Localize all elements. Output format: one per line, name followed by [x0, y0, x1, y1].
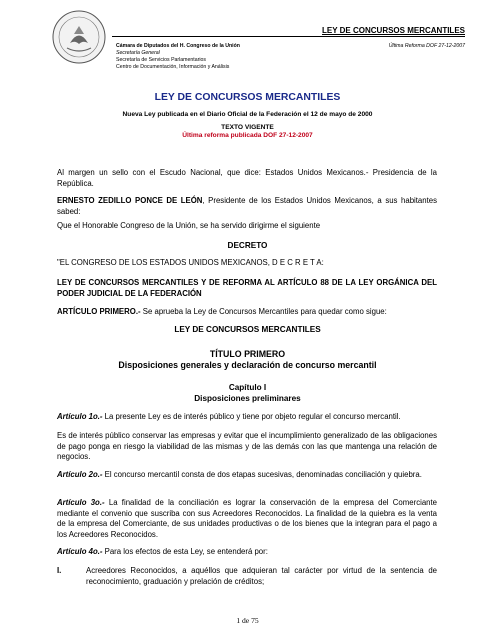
chamber-name: Cámara de Diputados del H. Congreso de la Unión	[116, 43, 240, 49]
centro-documentacion: Centro de Documentación, Información y Análisis	[116, 64, 230, 70]
secretaria-general: Secretaría General	[116, 50, 160, 56]
capitulo-subtitle: Disposiciones preliminares	[194, 394, 301, 403]
articulo-2-text: El concurso mercantil consta de dos etapas sucesivas, denominadas conciliación y quiebra.	[102, 470, 422, 479]
running-header-title: LEY DE CONCURSOS MERCANTILES	[322, 26, 465, 35]
paragraph-interes-publico: Es de interés público conservar las empresas y evitar que el incumplimiento generalizado de las obligaciones de pago ponga en riesgo la viabilidad de las mismas y de las demás con las que mantenga una relación de negocios.	[57, 431, 437, 461]
ultima-reforma: Última reforma publicada DOF 27-12-2007	[182, 132, 313, 139]
page-number: 1 de 75	[236, 616, 259, 625]
paragraph-sello: Al margen un sello con el Escudo Nacional, que dice: Estados Unidos Mexicanos.- Presidencia de la República.	[57, 168, 437, 188]
paragraph-congreso: Que el Honorable Congreso de la Unión, se ha servido dirigirme el siguiente	[57, 221, 321, 230]
paragraph-decreta: "EL CONGRESO DE LOS ESTADOS UNIDOS MEXICANOS, D E C R E T A:	[57, 258, 324, 267]
articulo-primero-label: ARTÍCULO PRIMERO.-	[57, 307, 141, 316]
publication-note: Nueva Ley publicada en el Diario Oficial de la Federación el 12 de mayo de 2000	[122, 111, 373, 118]
articulo-2	[57, 470, 437, 481]
secretaria-servicios: Secretaría de Servicios Parlamentarios	[116, 57, 206, 63]
header-rule	[112, 36, 465, 37]
articulo-4-label: Artículo 4o.-	[57, 547, 103, 556]
articulo-1	[57, 412, 437, 423]
list-item-number: I.	[57, 566, 62, 575]
articulo-primero-text: Se aprueba la Ley de Concursos Mercantiles para quedar como sigue:	[140, 307, 387, 316]
list-item-text: Acreedores Reconocidos, a aquéllos que adquieran tal carácter por virtud de la sentencia de reconocimiento, graduación y prelación de créditos;	[86, 566, 437, 586]
president-text: , Presidente de los Estados Unidos Mexicanos, a sus habitantes sabed:	[57, 196, 438, 216]
articulo-2-label: Artículo 2o.-	[57, 470, 103, 479]
last-reform-header: Última Reforma DOF 27-12-2007	[388, 43, 465, 49]
articulo-1-text: La presente Ley es de interés público y tiene por objeto regular el concurso mercantil.	[102, 412, 401, 421]
texto-vigente: TEXTO VIGENTE	[221, 124, 274, 131]
titulo-primero: TÍTULO PRIMERO	[209, 349, 286, 359]
reforma-heading: LEY DE CONCURSOS MERCANTILES Y DE REFORMA AL ARTÍCULO 88 DE LA LEY ORGÁNICA DEL PODER JUDICIAL DE LA FEDERACIÓN	[57, 278, 437, 298]
articulo-1-label: Artículo 1o.-	[57, 412, 103, 421]
capitulo-heading: Capítulo I	[228, 383, 267, 392]
articulo-4-text: Para los efectos de esta Ley, se entenderá por:	[102, 547, 268, 556]
titulo-primero-subtitle: Disposiciones generales y declaración de concurso mercantil	[118, 360, 377, 370]
articulo-4	[57, 547, 437, 558]
articulo-primero	[57, 307, 437, 318]
paragraph-presidente	[57, 196, 437, 217]
president-name: ERNESTO ZEDILLO PONCE DE LEÓN	[57, 196, 203, 205]
national-seal-icon	[52, 10, 106, 64]
law-heading: LEY DE CONCURSOS MERCANTILES	[174, 325, 321, 334]
articulo-3	[57, 498, 437, 540]
document-title: LEY DE CONCURSOS MERCANTILES	[154, 92, 341, 103]
decreto-heading: DECRETO	[227, 241, 268, 250]
header-institution	[116, 43, 240, 71]
articulo-3-label: Artículo 3o.-	[57, 498, 105, 507]
articulo-3-text: La finalidad de la conciliación es lograr la conservación de la empresa del Comerciante mediante el convenio que suscriba con sus Acreedores Reconocidos. La finalidad de la quiebra es la venta de la empresa del Comerciante, de sus unidades productivas o de los bienes que la integran para el pago a los Acreedores Reconocidos.	[57, 498, 438, 539]
